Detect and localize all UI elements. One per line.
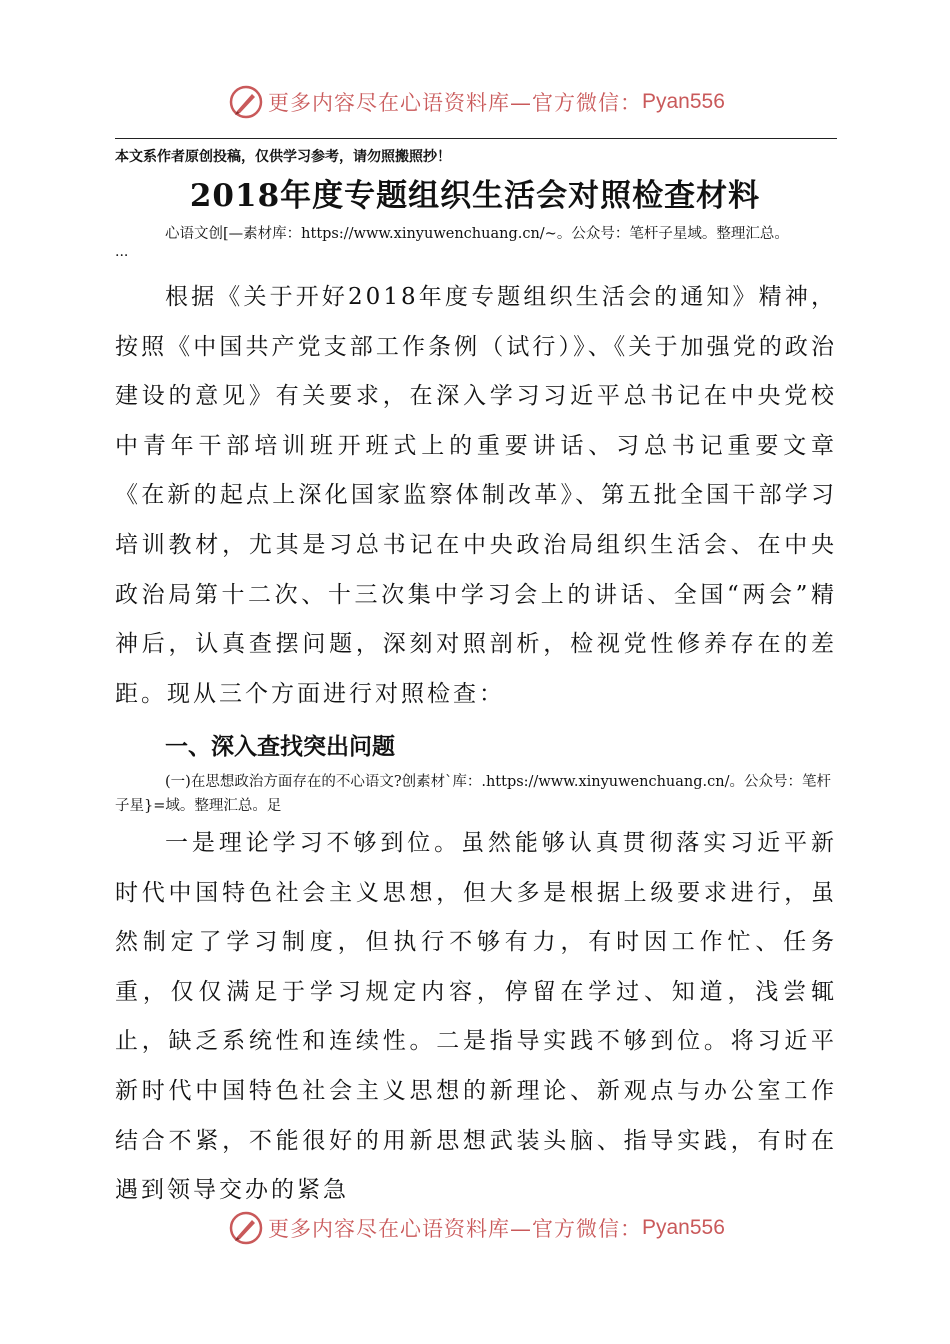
- ellipsis: ...: [115, 244, 129, 260]
- banner-wechat-id: Pyan556: [642, 1216, 725, 1239]
- intro-paragraph: 根据《关于开好2018年度专题组织生活会的通知》精神，按照《中国共产党支部工作条例（试行）》、《关于加强党的政治建设的意见》有关要求，在深入学习习近平总书记在中央党校中青年干部培训班开班式上的重要讲话、习总书记重要文章《在新的起点上深化国家监察体制改革》、第五批全国干部学习培训教材，尤其是习总书记在中央政治局组织生活会、在中央政治局第十二次、十三次集中学习会上的讲话、全国“两会”精神后，认真查摆问题，深刻对照剖析，检视党性修养存在的差距。现从三个方面进行对照检查：: [115, 284, 837, 707]
- header-banner: [228, 82, 748, 122]
- document-title: 2018年度专题组织生活会对照检查材料: [189, 178, 761, 214]
- subsection-line: (一)在思想政治方面存在的不心语文?创素材`库：.https://www.xinyuwenchuang.cn/。公众号：笔杆子星}=域。整理汇总。足: [115, 774, 831, 814]
- banner-text: 更多内容尽在心语资料库—官方微信：: [268, 91, 642, 115]
- pen-logo-icon: [228, 1210, 264, 1246]
- pen-logo-icon: [228, 84, 264, 120]
- footer-banner: [228, 1208, 748, 1248]
- body-paragraph: 一是理论学习不够到位。虽然能够认真贯彻落实习近平新时代中国特色社会主义思想，但大多是根据上级要求进行，虽然制定了学习制度，但执行不够有力，有时因工作忙、任务重，仅仅满足于学习规定内容，停留在学过、知道，浅尝辄止，缺乏系统性和连续性。二是指导实践不够到位。将习近平新时代中国特色社会主义思想的新理论、新观点与办公室工作结合不紧，不能很好的用新思想武装头脑、指导实践，有时在遇到领导交办的紧急: [115, 830, 837, 1204]
- section-heading: 一、深入查找突出问题: [165, 734, 395, 760]
- source-line: 心语文创[—素材库：https://www.xinyuwenchuang.cn/~。公众号：笔杆子星域。整理汇总。: [165, 226, 789, 242]
- header-rule: [115, 138, 837, 139]
- banner-text: 更多内容尽在心语资料库—官方微信：: [268, 1217, 642, 1241]
- copyright-notice: 本文系作者原创投稿，仅供学习参考，请勿照搬照抄！: [115, 149, 451, 165]
- banner-wechat-id: Pyan556: [642, 90, 725, 113]
